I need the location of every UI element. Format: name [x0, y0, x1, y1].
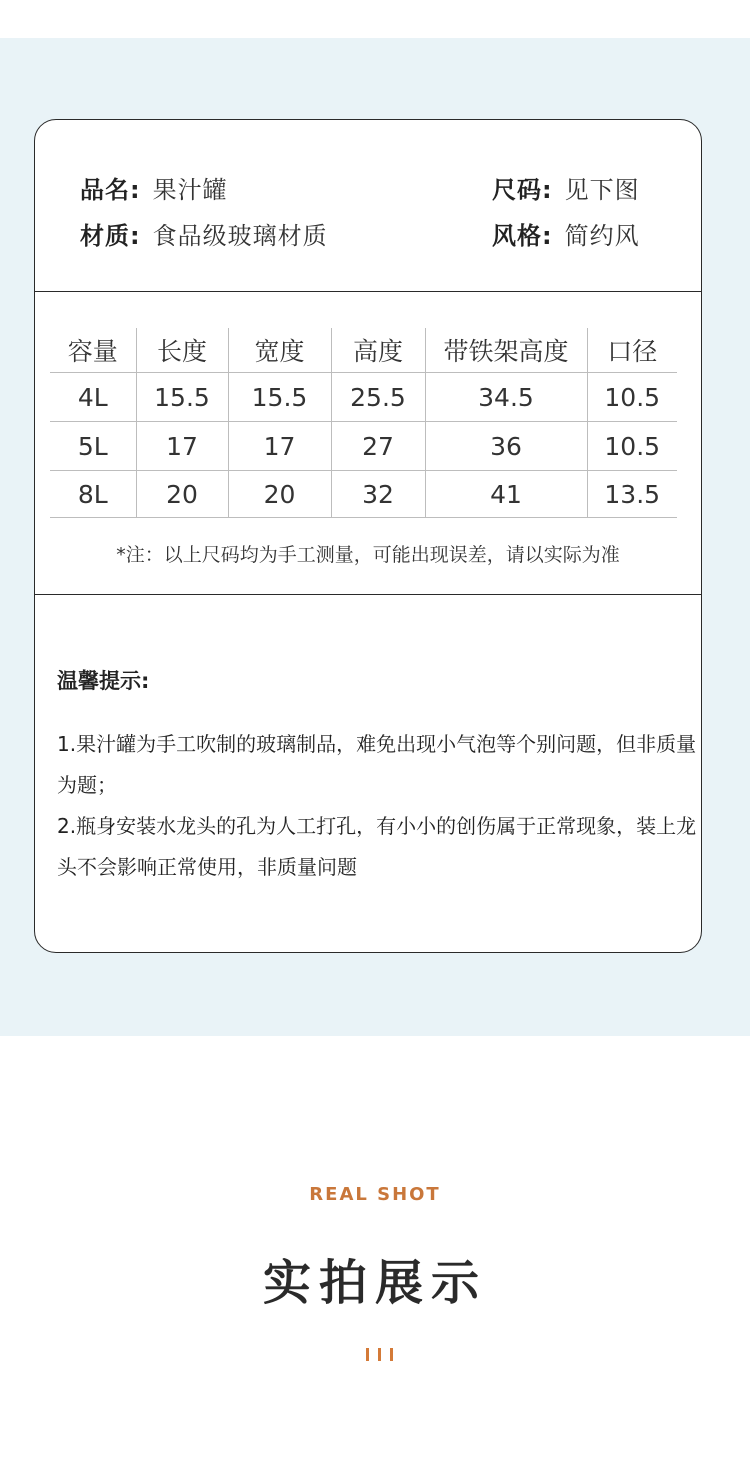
table-header-cell: 容量	[50, 328, 136, 373]
table-header-cell: 长度	[136, 328, 228, 373]
spec-separator: :	[130, 176, 141, 204]
table-cell: 25.5	[331, 373, 425, 422]
spec-size-value: 见下图	[564, 176, 640, 204]
table-header-cell: 宽度	[228, 328, 331, 373]
table-cell: 15.5	[136, 373, 228, 422]
spec-name-value: 果汁罐	[152, 176, 228, 204]
table-cell: 5L	[50, 422, 136, 471]
table-cell: 17	[136, 422, 228, 471]
spec-material-value: 食品级玻璃材质	[152, 222, 328, 250]
table-cell: 17	[228, 422, 331, 471]
table-cell: 34.5	[425, 373, 587, 422]
spec-material	[80, 216, 328, 251]
table-row	[50, 373, 677, 422]
spec-material-label: 材质	[80, 222, 130, 250]
table-cell: 8L	[50, 471, 136, 518]
table-cell: 15.5	[228, 373, 331, 422]
tips-list	[57, 724, 697, 888]
size-table	[50, 328, 677, 518]
table-cell: 10.5	[587, 422, 677, 471]
spec-size-label: 尺码	[492, 176, 542, 204]
spec-style-label: 风格	[492, 222, 542, 250]
table-cell: 10.5	[587, 373, 677, 422]
product-info-card	[34, 119, 702, 953]
table-cell: 41	[425, 471, 587, 518]
measurement-note: *注：以上尺码均为手工测量，可能出现误差，请以实际为准	[116, 544, 620, 566]
table-header-cell: 口径	[587, 328, 677, 373]
table-cell: 20	[228, 471, 331, 518]
divider	[35, 291, 701, 292]
spec-name-label: 品名	[80, 176, 130, 204]
table-row	[50, 471, 677, 518]
table-header-cell: 高度	[331, 328, 425, 373]
spec-size	[492, 170, 640, 205]
divider	[35, 594, 701, 595]
table-cell: 13.5	[587, 471, 677, 518]
tip-item: 2.瓶身安装水龙头的孔为人工打孔，有小小的创伤属于正常现象，装上龙头不会影响正常使用，非质量问题	[57, 814, 697, 879]
section-eyebrow: REAL SHOT	[309, 1184, 441, 1205]
tip-item: 1.果汁罐为手工吹制的玻璃制品，难免出现小气泡等个别问题，但非质量为题；	[57, 732, 697, 797]
table-cell: 36	[425, 422, 587, 471]
tips-title: 温馨提示:	[57, 669, 150, 693]
decorative-bars-icon	[366, 1348, 396, 1362]
table-header-cell: 带铁架高度	[425, 328, 587, 373]
section-title: 实拍展示	[262, 1255, 487, 1311]
spec-separator: :	[542, 176, 553, 204]
table-cell: 20	[136, 471, 228, 518]
table-cell: 4L	[50, 373, 136, 422]
table-header-row	[50, 328, 677, 373]
table-cell: 27	[331, 422, 425, 471]
spec-separator: :	[130, 222, 141, 250]
spec-style	[492, 216, 640, 251]
table-row	[50, 422, 677, 471]
spec-name	[80, 170, 228, 205]
spec-separator: :	[542, 222, 553, 250]
spec-style-value: 简约风	[564, 222, 640, 250]
table-cell: 32	[331, 471, 425, 518]
